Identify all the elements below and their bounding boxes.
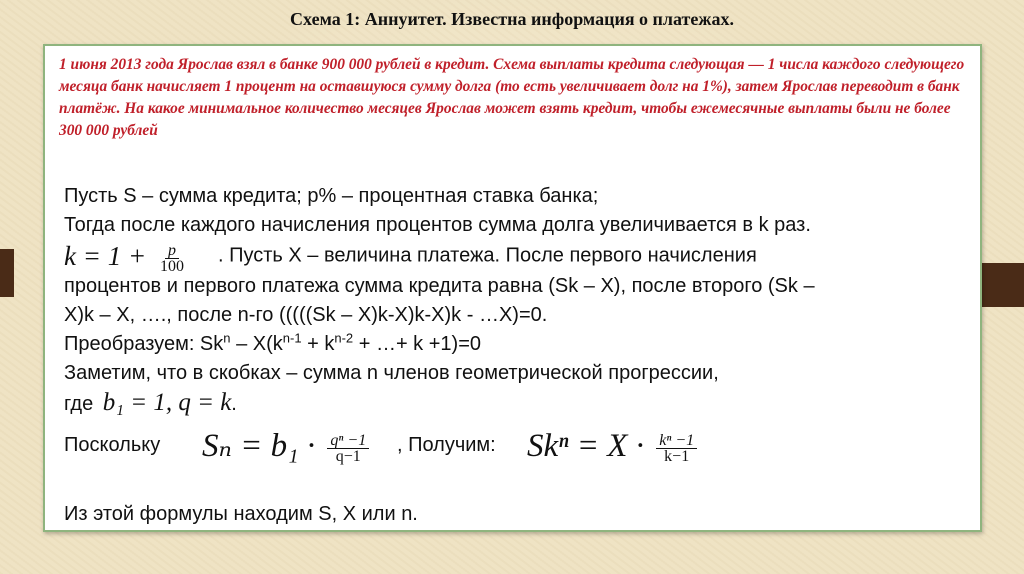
solution-line-4: процентов и первого платежа сумма кредита равна (Sk – X), после второго (Sk –	[64, 275, 815, 297]
formula-k-fraction	[157, 243, 187, 274]
left-decor-bar	[0, 249, 14, 297]
line9-mid: , Получим:	[397, 434, 496, 456]
line6-mid-1: – X(k	[230, 333, 283, 355]
solution-line-6	[64, 330, 964, 359]
solution-line-3-text: . Пусть X – величина платежа. После первого начисления	[218, 244, 757, 267]
formula-skn	[527, 424, 785, 468]
formula-skn-lhs: Skⁿ = X ·	[527, 427, 653, 464]
formula-skn-denominator: k−1	[664, 447, 690, 465]
solution-line-5: X)k – X, …., после n-го (((((Sk – X)k-X)k-X)k - …X)=0.	[64, 304, 548, 326]
solution-line-9	[64, 419, 964, 471]
solution-line-3	[64, 240, 964, 276]
content-frame	[43, 44, 982, 532]
line6-end: + …+ k +1)=0	[353, 333, 482, 355]
formula-k	[64, 240, 218, 276]
solution-line-7: Заметим, что в скобках – сумма n членов геометрической прогрессии,	[64, 362, 719, 384]
formula-b1-q: b₁ = 1, q = k	[102, 389, 232, 416]
problem-statement: 1 июня 2013 года Ярослав взял в банке 900 000 рублей в кредит. Схема выплаты кредита следующая — 1 числа каждого следующего месяца банк начисляет 1 процент на оставшуюся сумму долга (то есть увеличивает долг на 1%), затем Ярослав переводит в банк платёж. На какое минимальное количество месяцев Ярослав может взять кредит, чтобы ежемесячные выплаты были не более 300 000 рублей	[59, 56, 965, 139]
line8-suffix: .	[231, 393, 237, 415]
solution-text	[64, 182, 964, 529]
formula-sn-numerator: qⁿ −1	[327, 433, 369, 449]
formula-sn-lhs: Sₙ = b₁ ·	[202, 427, 324, 464]
line6-sup-1: n	[223, 330, 231, 346]
solution-line-1: Пусть S – сумма кредита; p% – процентная ставка банка;	[64, 185, 599, 207]
line6-sup-3: n-2	[334, 330, 354, 346]
formula-skn-fraction	[656, 433, 697, 464]
slide-title: Схема 1: Аннуитет. Известна информация о платежах.	[290, 9, 734, 29]
formula-sn-fraction	[327, 433, 369, 464]
formula-k-lhs: k = 1 +	[64, 241, 153, 271]
formula-k-numerator: p	[165, 243, 179, 259]
line6-mid-2: + k	[301, 333, 335, 355]
formula-skn-numerator: kⁿ −1	[656, 433, 697, 449]
formula-sn	[202, 424, 397, 468]
solution-line-2: Тогда после каждого начисления процентов сумма долга увеличивается в k раз.	[64, 214, 811, 236]
line9-prefix: Поскольку	[64, 434, 161, 456]
formula-sn-denominator: q−1	[335, 447, 361, 465]
line6-sup-2: n-1	[282, 330, 302, 346]
line6-prefix: Преобразуем: Sk	[64, 333, 224, 355]
solution-line-8	[64, 388, 964, 419]
line8-prefix: где	[64, 393, 94, 415]
formula-k-denominator: 100	[159, 258, 184, 276]
spacer	[64, 471, 964, 500]
solution-line-10: Из этой формулы находим S, X или n.	[64, 503, 418, 525]
